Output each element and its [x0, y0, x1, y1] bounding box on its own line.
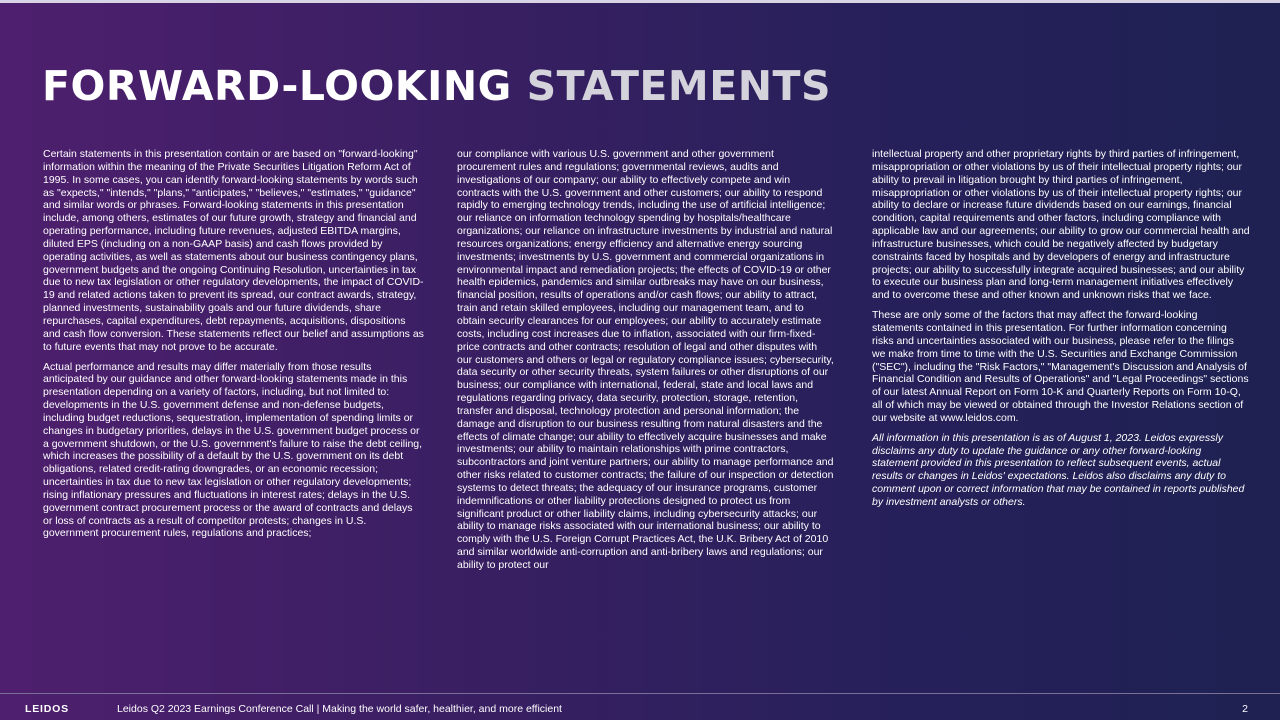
title-part-1: FORWARD-LOOKING [42, 62, 512, 110]
paragraph: our compliance with various U.S. government and other government procurement rules and regulations; governmental reviews, audits and investigations of our company; our ability to effectively compete and win contracts with the U.S. government and other customers; our ability to respond rapidly to emerging technology trends, including the use of artificial intelligence; our reliance on information technology spending by hospitals/healthcare organizations; our reliance on infrastructure investments by industrial and natural resources organizations; energy efficiency and alternative energy sourcing investments; investments by U.S. government and commercial organizations in environmental impact and remediation projects; the effects of COVID-19 or other health epidemics, pandemics and similar outbreaks may have on our business, financial position, results of operations and/or cash flows; our ability to attract, train and retain skilled employees, including our management team, and to obtain security clearances for our employees; our ability to accurately estimate costs, including cost increases due to inflation, associated with our firm-fixed-price contracts and other contracts; resolution of legal and other disputes with our customers and others or legal or regulatory compliance issues; cybersecurity, data security or other security threats, system failures or other disruptions of our business; our compliance with international, federal, state and local laws and regulations regarding privacy, data security, protection, storage, retention, transfer and disposal, technology protection and personal information; the damage and disruption to our business resulting from natural disasters and the effects of climate change; our ability to effectively acquire businesses and make investments; our ability to maintain relationships with prime contractors, subcontractors and joint venture partners; our ability to manage performance and other risks related to customer contracts; the failure of our inspection or detection systems to detect threats; the adequacy of our insurance programs, customer indemnifications or other liability protections designed to protect us from significant product or other liability claims, including cybersecurity attacks; our ability to manage risks associated with our international business; our ability to comply with the U.S. Foreign Corrupt Practices Act, the U.K. Bribery Act of 2010 and similar worldwide anti-corruption and anti-bribery laws and regulations; our ability to protect our [457, 148, 834, 571]
title-part-2: STATEMENTS [526, 62, 832, 110]
page-number: 2 [1242, 703, 1248, 715]
disclaimer-paragraph: All information in this presentation is as of August 1, 2023. Leidos expressly disclaims any duty to update the guidance or any other forward-looking statement provided in this presentation to reflect subsequent events, actual results or changes in Leidos' expectations. Leidos also disclaims any duty to comment upon or correct information that may be contained in reports published by investment analysts or others. [872, 431, 1245, 508]
top-rule [0, 0, 1280, 3]
footer-divider [0, 693, 1280, 694]
footer-logo: LEIDOS [25, 703, 69, 715]
paragraph: These are only some of the factors that may affect the forward-looking statements contained in this presentation. For further information concerning risks and uncertainties associated with our business, please refer to the filings we make from time to time with the U.S. Securities and Exchange Commission ("SEC"), including the "Risk Factors," "Management's Discussion and Analysis of Financial Condition and Results of Operations" and "Legal Proceedings" sections of our latest Annual Report on Form 10-K and Quarterly Reports on Form 10-Q, all of which may be viewed or obtained through the Investor Relations section of our website at www.leidos.com. [872, 309, 1249, 424]
paragraph: Actual performance and results may differ materially from those results anticipated by our guidance and other forward-looking statements made in this presentation depending on a variety of factors, including, but not limited to: developments in the U.S. government defense and non-defense budgets, including budget reductions, sequestration, implementation of spending limits or changes in budgetary priorities, delays in the U.S. government budget process or a government shutdown, or the U.S. government's failure to raise the debt ceiling, which increases the possibility of a default by the U.S. government on its debt obligations, related credit-rating downgrades, or an economic recession; uncertainties in tax due to new tax legislation or other regulatory developments; rising inflationary pressures and fluctuations in interest rates; delays in the U.S. government contract procurement process or the award of contracts and delays or loss of contracts as a result of competitor protests; changes in U.S. government procurement rules, regulations and practices; [43, 360, 423, 540]
text-column-2 [457, 148, 835, 579]
text-column-3 [872, 148, 1250, 516]
paragraph: intellectual property and other proprietary rights by third parties of infringement, misappropriation or other violations by us of their intellectual property rights; our ability to prevail in litigation brought by third parties of infringement, misappropriation or other violations by us of their intellectual property rights; our ability to declare or increase future dividends based on our earnings, financial condition, capital requirements and other factors, including compliance with applicable law and our agreements; our ability to grow our commercial health and infrastructure businesses, which could be negatively affected by budgetary constraints faced by hospitals and by developers of energy and infrastructure projects; our ability to successfully integrate acquired businesses; and our ability to execute our business plan and long-term management initiatives effectively and to overcome these and other known and unknown risks that we face. [872, 148, 1250, 302]
footer-caption: Leidos Q2 2023 Earnings Conference Call | Making the world safer, healthier, and more efficient [117, 703, 562, 715]
text-column-1 [43, 148, 424, 547]
paragraph: Certain statements in this presentation contain or are based on "forward-looking" information within the meaning of the Private Securities Litigation Reform Act of 1995. In some cases, you can identify forward-looking statements by words such as "expects," "intends," "plans," "anticipates," "believes," "estimates," "guidance" and similar words or phrases. Forward-looking statements in this presentation include, among others, estimates of our future growth, strategy and financial and operating performance, including future revenues, adjusted EBITDA margins, diluted EPS (including on a non-GAAP basis) and cash flows provided by operating activities, as well as statements about our business contingency plans, government budgets and the ongoing Continuing Resolution, uncertainties in tax due to new tax legislation or other regulatory developments, the impact of COVID-19 and related actions taken to prevent its spread, our contract awards, strategy, planned investments, sustainability goals and our future dividends, share repurchases, capital expenditures, debt repayments, acquisitions, dispositions and cash flow conversion. These statements reflect our belief and assumptions as to future events that may not prove to be accurate. [43, 148, 424, 353]
page-title [42, 62, 832, 110]
